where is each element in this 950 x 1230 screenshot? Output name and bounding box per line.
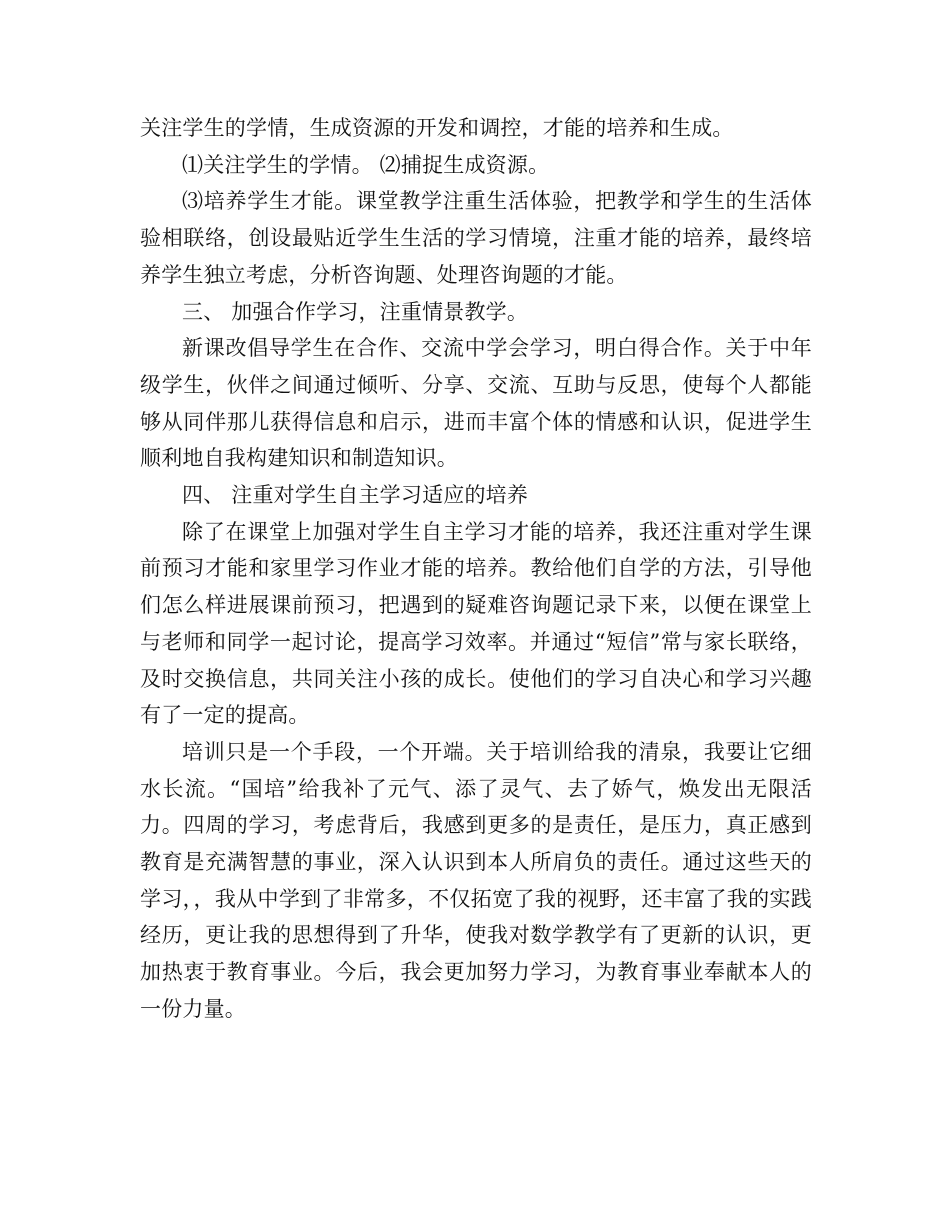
paragraph-3: ⑶培养学生才能。课堂教学注重生活体验，把教学和学生的生活体验相联络，创设最贴近学生生活的学习情境，注重才能的培养，最终培养学生独立考虑，分析咨询题、处理咨询题的才能。 (140, 189, 812, 287)
paragraph-1: 关注学生的学情，生成资源的开发和调控，才能的培养和生成。 (140, 116, 734, 140)
section-heading-3: 三、 加强合作学习，注重情景教学。 (182, 299, 529, 324)
paragraph-2: ⑴关注学生的学情。 ⑵捕捉生成资源。 (182, 152, 550, 177)
paragraph-8: 培训只是一个手段，一个开端。关于培训给我的清泉，我要让它细水长流。“国培”给我补了元气、添了灵气、去了娇气，焕发出无限活力。四周的学习，考虑背后，我感到更多的是责任，是压力，真正感到教育是充满智慧的事业，深入认识到本人所肩负的责任。通过这些天的学习，，我从中学到了非常多，不仅拓宽了我的视野，还丰富了我的实践经历，更让我的思想得到了升华，使我对数学教学有了更新的认识，更加热衷于教育事业。今后，我会更加努力学习，为教育事业奉献本人的一份力量。 (140, 739, 812, 1021)
document-body (140, 110, 812, 1028)
paragraph-7: 除了在课堂上加强对学生自主学习才能的培养，我还注重对学生课前预习才能和家里学习作业才能的培养。教给他们自学的方法，引导他们怎么样进展课前预习，把遇到的疑难咨询题记录下来，以便在课堂上与老师和同学一起讨论，提高学习效率。并通过“短信”常与家长联络，及时交换信息，共同关注小孩的成长。使他们的学习自决心和学习兴趣有了一定的提高。 (140, 519, 812, 728)
section-heading-4: 四、 注重对学生自主学习适应的培养 (182, 483, 529, 508)
paragraph-5: 新课改倡导学生在合作、交流中学会学习，明白得合作。关于中年级学生，伙伴之间通过倾听、分享、交流、互助与反思，使每个人都能够从同伴那儿获得信息和启示，进而丰富个体的情感和认识，促进学生顺利地自我构建知识和制造知识。 (140, 336, 812, 471)
